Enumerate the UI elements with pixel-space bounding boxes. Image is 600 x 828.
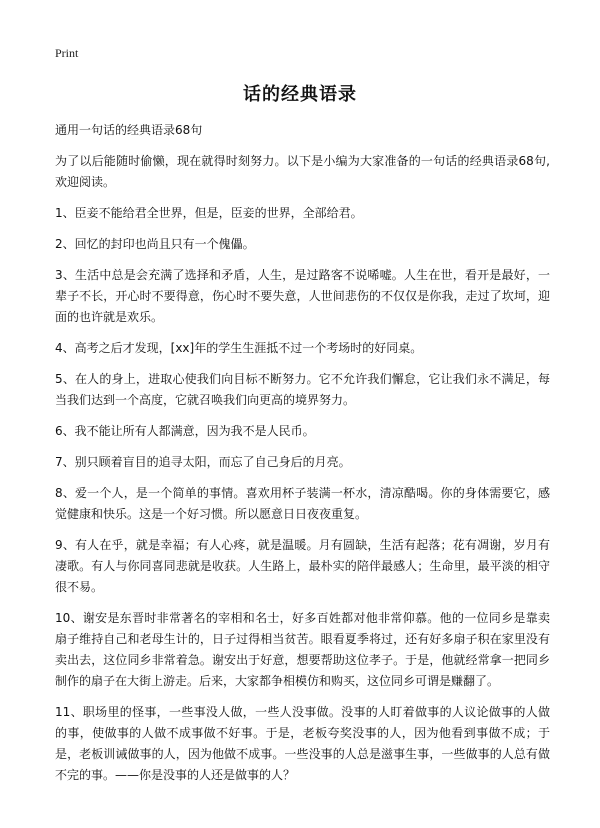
quote-item: 6、我不能让所有人都满意，因为我不是人民币。: [55, 424, 315, 438]
quote-item: 7、别只顾着盲目的追寻太阳，而忘了自己身后的月亮。: [55, 455, 351, 469]
article-body: [55, 120, 550, 796]
quote-item: 2、回忆的封印也尚且只有一个傀儡。: [55, 237, 255, 251]
article-subtitle: 通用一句话的经典语录68句: [55, 123, 203, 137]
quote-item: 1、臣妾不能给君全世界，但是，臣妾的世界，全部给君。: [55, 206, 363, 220]
quote-item: 3、生活中总是会充满了选择和矛盾，人生，是过路客不说唏嘘。人生在世，看开是最好，一辈子不长，开心时不要得意，伤心时不要失意，人世间悲伤的不仅仅是你我，走过了坎坷，迎面的也许就是欢乐。: [55, 268, 550, 324]
quote-item: 10、谢安是东晋时非常著名的宰相和名士，好多百姓都对他非常仰慕。他的一位同乡是靠卖扇子维持自己和老母生计的，日子过得相当贫苦。眼看夏季将过，还有好多扇子积在家里没有卖出去，这位同乡非常着急。谢安出于好意，想要帮助这位孝子。于是，他就经常拿一把同乡制作的扇子在大街上游走。后来，大家都争相模仿和购买，这位同乡可谓是赚翻了。: [55, 611, 550, 688]
quote-item: 5、在人的身上，进取心使我们向目标不断努力。它不允许我们懈怠，它让我们永不满足，每当我们达到一个高度，它就召唤我们向更高的境界努力。: [55, 372, 550, 407]
quote-item: 4、高考之后才发现，[xx]年的学生生涯抵不过一个考场时的好同桌。: [55, 341, 423, 355]
intro-paragraph: 为了以后能随时偷懒，现在就得时刻努力。以下是小编为大家准备的一句话的经典语录68句,欢迎阅读。: [55, 154, 550, 189]
quote-item: 11、职场里的怪事，一些事没人做，一些人没事做。没事的人盯着做事的人议论做事的人做的事，使做事的人做不成事做不好事。于是，老板夸奖没事的人，因为他看到事做不成；于是，老板训诫做事的人，因为他做不成事。一些没事的人总是滋事生事，一些做事的人总有做不完的事。——你是没事的人还是做事的人？: [55, 705, 550, 782]
quote-item: 8、爱一个人，是一个简单的事情。喜欢用杯子装满一杯水，清凉酷喝。你的身体需要它，感觉健康和快乐。这是一个好习惯。所以愿意日日夜夜重复。: [55, 486, 550, 521]
print-link[interactable]: Print: [55, 46, 79, 60]
quote-item: 9、有人在乎，就是幸福；有人心疼，就是温暖。月有圆缺，生活有起落；花有凋谢，岁月有凄歌。有人与你同喜同悲就是收获。人生路上，最朴实的陪伴最感人；生命里，最平淡的相守很不易。: [55, 538, 550, 594]
page-title: 话的经典语录: [243, 84, 357, 105]
